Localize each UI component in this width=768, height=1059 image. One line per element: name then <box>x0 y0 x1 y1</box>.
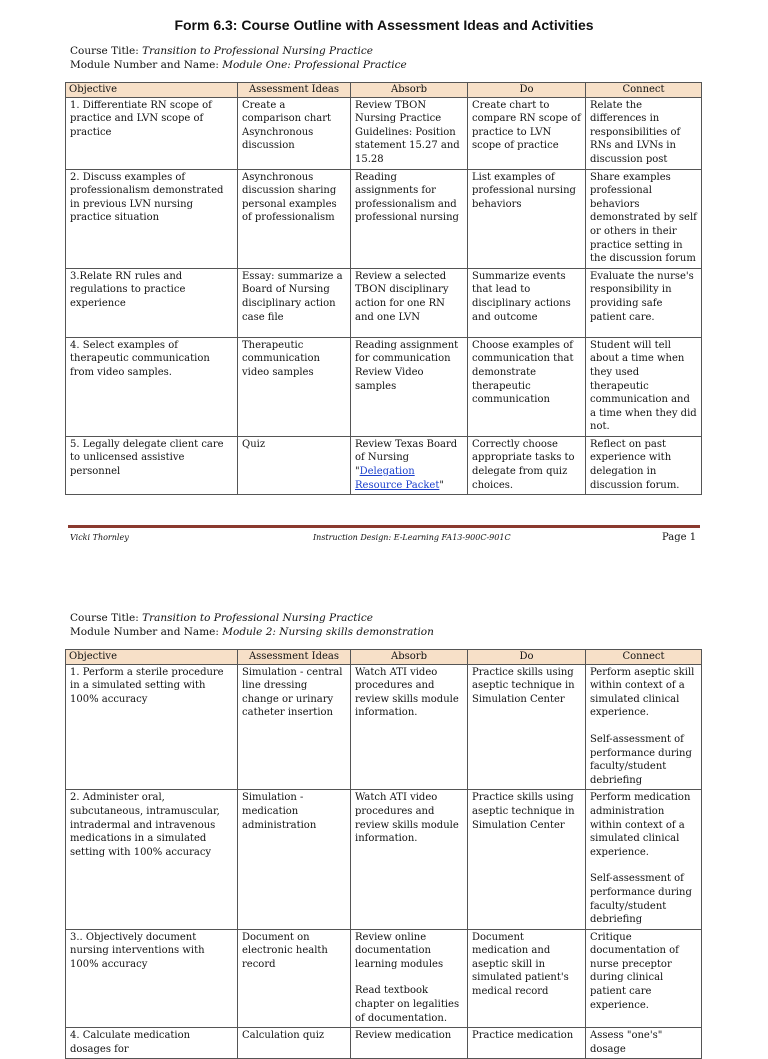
assessment-cell: Calculation quiz <box>238 1028 351 1059</box>
page-number: Page 1 <box>662 532 697 543</box>
objective-cell: 1. Perform a sterile procedure in a simulated setting with 100% accuracy <box>66 664 238 790</box>
course-title-line <box>70 44 373 58</box>
connect-text: Perform aseptic skill within context of a simulated clinical experience. <box>590 666 695 719</box>
table-row <box>66 268 702 337</box>
connect-cell: Critique documentation of nurse preceptor during clinical patient care experience. <box>586 929 702 1028</box>
table-row <box>66 436 702 494</box>
module-line-2 <box>70 625 434 639</box>
column-header: Absorb <box>351 650 468 665</box>
do-cell: List examples of professional nursing behaviors <box>468 169 586 268</box>
column-header: Do <box>468 83 586 98</box>
module-label: Module Number and Name: <box>70 59 219 71</box>
connect-cell <box>586 664 702 790</box>
objective-cell: 2. Discuss examples of professionalism demonstrated in previous LVN nursing practice situation <box>66 169 238 268</box>
table-row <box>66 169 702 268</box>
do-cell: Practice medication <box>468 1028 586 1059</box>
column-header: Do <box>468 650 586 665</box>
course-title-value: Transition to Professional Nursing Practice <box>142 45 373 57</box>
footer-author: Vicki Thornley <box>70 533 129 542</box>
table-row <box>66 337 702 436</box>
connect-cell: Student will tell about a time when they used therapeutic communication and a time when they did not. <box>586 337 702 436</box>
column-header: Objective <box>66 650 238 665</box>
connect-text: Perform medication administration within context of a simulated clinical experience. <box>590 792 691 858</box>
objective-cell: 3.. Objectively document nursing interventions with 100% accuracy <box>66 929 238 1028</box>
course-title-value: Transition to Professional Nursing Practice <box>142 612 373 624</box>
connect-cell: Assess "one's" dosage <box>586 1028 702 1059</box>
objective-cell: 2. Administer oral, subcutaneous, intramuscular, intradermal and intravenous medications in a simulated setting with 100% accuracy <box>66 790 238 929</box>
column-header: Connect <box>586 83 702 98</box>
table-row <box>66 790 702 929</box>
delegation-resource-link[interactable]: Delegation Resource Packet <box>355 466 440 491</box>
column-header: Objective <box>66 83 238 98</box>
absorb-text: Review Texas Board of Nursing <box>355 438 458 464</box>
module-label: Module Number and Name: <box>70 626 219 638</box>
absorb-cell: Watch ATI video procedures and review skills module information. <box>351 664 468 790</box>
absorb-cell: Reading assignment for communication Review Video samples <box>351 337 468 436</box>
do-cell: Correctly choose appropriate tasks to delegate from quiz choices. <box>468 436 586 494</box>
do-cell: Practice skills using aseptic technique in Simulation Center <box>468 664 586 790</box>
do-cell: Summarize events that lead to disciplinary actions and outcome <box>468 268 586 337</box>
form-title: Form 6.3: Course Outline with Assessment Ideas and Activities <box>174 17 594 33</box>
footer-course: Instruction Design: E-Learning FA13-900C-901C <box>313 533 511 542</box>
connect-cell: Reflect on past experience with delegation in discussion forum. <box>586 436 702 494</box>
column-header: Assessment Ideas <box>238 650 351 665</box>
assessment-cell: Essay: summarize a Board of Nursing disciplinary action case file <box>238 268 351 337</box>
module-name-value: Module 2: Nursing skills demonstration <box>222 626 434 638</box>
assessment-cell: Create a comparison chart Asynchronous discussion <box>238 97 351 169</box>
absorb-cell: Review medication <box>351 1028 468 1059</box>
absorb-cell: Watch ATI video procedures and review skills module information. <box>351 790 468 929</box>
table-row <box>66 97 702 169</box>
absorb-cell: Review TBON Nursing Practice Guidelines: Position statement 15.27 and 15.28 <box>351 97 468 169</box>
assessment-cell: Document on electronic health record <box>238 929 351 1028</box>
assessment-cell: Asynchronous discussion sharing personal examples of professionalism <box>238 169 351 268</box>
table-header-row <box>66 83 702 98</box>
column-header: Assessment Ideas <box>238 83 351 98</box>
absorb-cell: Review Texas Board of Nursing "Delegation Resource Packet" <box>351 436 468 494</box>
table-header-row <box>66 650 702 665</box>
module2-table <box>65 649 702 1059</box>
connect-cell: Relate the differences in responsibilities of RNs and LVNs in discussion post <box>586 97 702 169</box>
objective-cell: 4. Select examples of therapeutic communication from video samples. <box>66 337 238 436</box>
absorb-text: Review online documentation learning modules <box>355 931 444 970</box>
absorb-cell: Review a selected TBON disciplinary action for one RN and one LVN <box>351 268 468 337</box>
do-cell: Document medication and aseptic skill in simulated patient's medical record <box>468 929 586 1028</box>
assessment-cell: Quiz <box>238 436 351 494</box>
connect-text-2: Self-assessment of performance during faculty/student debriefing <box>590 733 692 786</box>
assessment-cell: Simulation - medication administration <box>238 790 351 929</box>
objective-cell: 3.Relate RN rules and regulations to practice experience <box>66 268 238 337</box>
connect-cell <box>586 790 702 929</box>
objective-cell: 5. Legally delegate client care to unlicensed assistive personnel <box>66 436 238 494</box>
assessment-cell: Simulation - central line dressing change or urinary catheter insertion <box>238 664 351 790</box>
table-row <box>66 664 702 790</box>
absorb-cell <box>351 929 468 1028</box>
connect-text-2: Self-assessment of performance during faculty/student debriefing <box>590 873 692 926</box>
do-cell: Choose examples of communication that demonstrate therapeutic communication <box>468 337 586 436</box>
course-title-label: Course Title: <box>70 612 139 624</box>
column-header: Absorb <box>351 83 468 98</box>
table-row <box>66 929 702 1028</box>
module-line <box>70 58 407 72</box>
assessment-cell: Therapeutic communication video samples <box>238 337 351 436</box>
objective-cell: 4. Calculate medication dosages for <box>66 1028 238 1059</box>
module1-table <box>65 82 702 495</box>
objective-cell: 1. Differentiate RN scope of practice and LVN scope of practice <box>66 97 238 169</box>
connect-cell: Share examples professional behaviors demonstrated by self or others in their practice setting in the discussion forum <box>586 169 702 268</box>
do-cell: Create chart to compare RN scope of practice to LVN scope of practice <box>468 97 586 169</box>
footer-divider <box>68 525 700 528</box>
course-title-line-2 <box>70 611 373 625</box>
do-cell: Practice skills using aseptic technique in Simulation Center <box>468 790 586 929</box>
table-row <box>66 1028 702 1059</box>
absorb-text-2: Read textbook chapter on legalities of documentation. <box>355 985 460 1024</box>
connect-cell: Evaluate the nurse's responsibility in providing safe patient care. <box>586 268 702 337</box>
absorb-cell: Reading assignments for professionalism and professional nursing <box>351 169 468 268</box>
module-name-value: Module One: Professional Practice <box>222 59 407 71</box>
course-title-label: Course Title: <box>70 45 139 57</box>
column-header: Connect <box>586 650 702 665</box>
